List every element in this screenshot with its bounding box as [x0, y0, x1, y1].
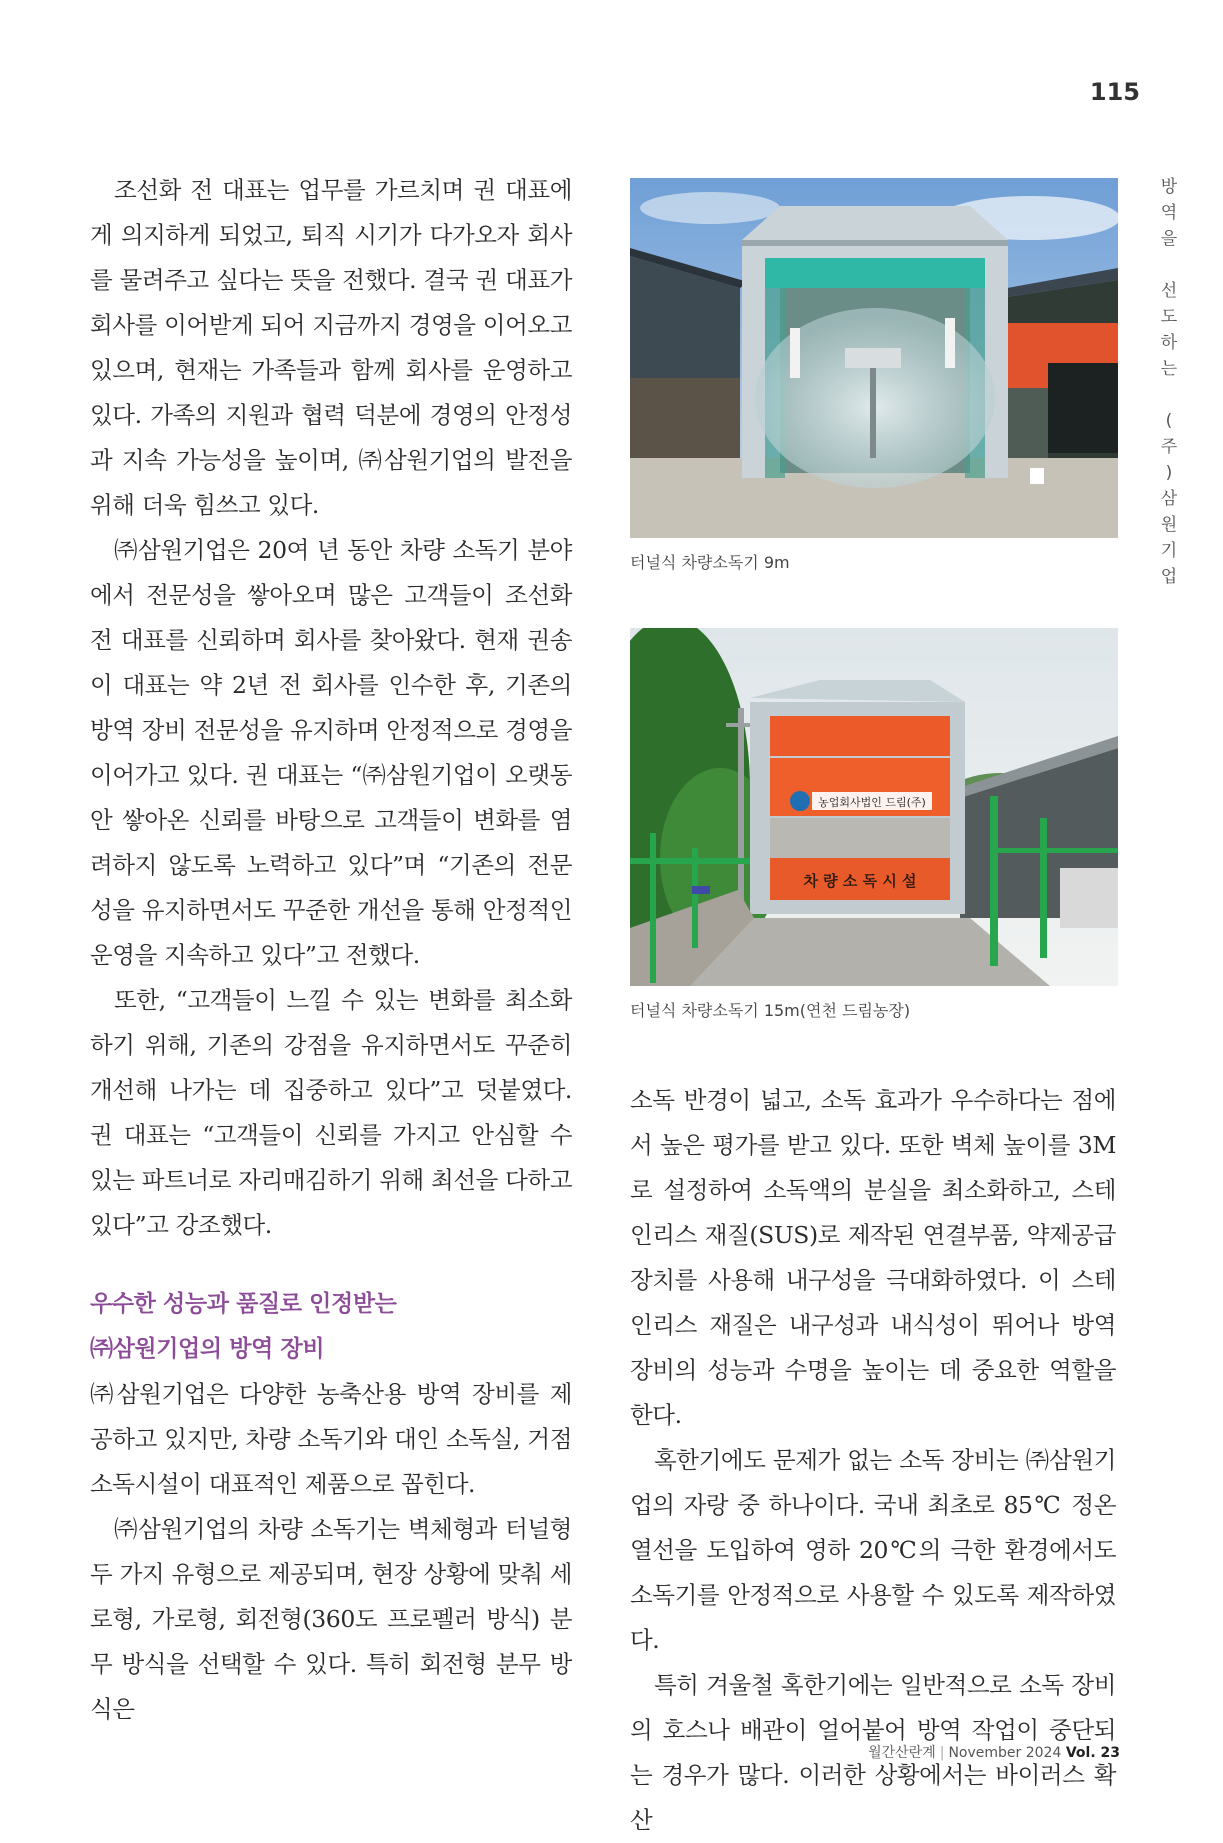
side-title-char: 을: [1160, 229, 1178, 249]
body-paragraph: ㈜삼원기업은 다양한 농축산용 방역 장비를 제공하고 있지만, 차량 소독기와 대인 소독실, 거점소독시설이 대표적인 제품으로 꼽힌다.: [90, 1380, 572, 1498]
photo-tunnel-disinfector-9m: [630, 178, 1118, 538]
side-title-char: 는: [1160, 359, 1178, 379]
side-title-char: 도: [1160, 307, 1178, 327]
footer-separator: |: [939, 1745, 945, 1761]
section-heading-line1: 우수한 성능과 품질로 인정받는: [90, 1291, 397, 1317]
side-title-char: (: [1165, 411, 1173, 431]
side-title-char: ): [1165, 463, 1173, 483]
body-paragraph: 혹한기에도 문제가 없는 소독 장비는 ㈜삼원기업의 자랑 중 하나이다. 국내 최초로 85℃ 정온 열선을 도입하여 영하 20℃의 극한 환경에서도 소독기를 안정적으로 사용할 수 있도록 제작하였다.: [630, 1446, 1116, 1654]
issue-date: November 2024: [948, 1745, 1062, 1761]
side-section-title: [1152, 176, 1186, 588]
body-paragraph: 조선화 전 대표는 업무를 가르치며 권 대표에게 의지하게 되었고, 퇴직 시기가 다가오자 회사를 물려주고 싶다는 뜻을 전했다. 결국 권 대표가 회사를 이어받게 되어 지금까지 경영을 이어오고 있으며, 현재는 가족들과 함께 회사를 운영하고 있다. 가족의 지원과 협력 덕분에 경영의 안정성과 지속 가능성을 높이며, ㈜삼원기업의 발전을 위해 더욱 힘쓰고 있다.: [90, 176, 572, 519]
section-heading-line2: ㈜삼원기업의 방역 장비: [90, 1336, 325, 1362]
page-footer: [780, 1742, 1120, 1762]
body-paragraph: 특히 겨울철 혹한기에는 일반적으로 소독 장비의 호스나 배관이 얼어붙어 방역 작업이 중단되는 경우가 많다. 이러한 상황에서는 바이러스 확산: [630, 1671, 1116, 1834]
magazine-name: 월간산란계: [868, 1745, 936, 1761]
side-title-char: 원: [1160, 515, 1178, 535]
photo-tunnel-disinfector-15m: [630, 628, 1118, 986]
side-title-char: 역: [1160, 203, 1178, 223]
disinfection-banner-text: 차 량 소 독 시 설: [803, 872, 917, 890]
side-title-char: 하: [1160, 333, 1178, 353]
right-column: [630, 1078, 1116, 1843]
left-column: [90, 168, 572, 1732]
page-number: 115: [1089, 78, 1140, 106]
farm-sign-text: 농업회사법인 드림(주): [818, 796, 926, 809]
body-paragraph: ㈜삼원기업의 차량 소독기는 벽체형과 터널형 두 가지 유형으로 제공되며, 현장 상황에 맞춰 세로형, 가로형, 회전형(360도 프로펠러 방식) 분무 방식을 선택할 수 있다. 특히 회전형 분무 방식은: [90, 1515, 572, 1723]
volume-number: Vol. 23: [1065, 1745, 1120, 1761]
side-title-char: 선: [1160, 281, 1178, 301]
side-title-char: 업: [1160, 567, 1178, 587]
section-heading: [90, 1282, 572, 1372]
body-paragraph: ㈜삼원기업은 20여 년 동안 차량 소독기 분야에서 전문성을 쌓아오며 많은 고객들이 조선화 전 대표를 신뢰하며 회사를 찾아왔다. 현재 권송이 대표는 약 2년 전 회사를 인수한 후, 기존의 방역 장비 전문성을 유지하며 안정적으로 경영을 이어가고 있다. 권 대표는 “㈜삼원기업이 오랫동안 쌓아온 신뢰를 바탕으로 고객들이 변화를 염려하지 않도록 노력하고 있다”며 “기존의 전문성을 유지하면서도 꾸준한 개선을 통해 안정적인 운영을 지속하고 있다”고 전했다.: [90, 536, 572, 969]
photo-caption: 터널식 차량소독기 15m(연천 드림농장): [630, 1001, 911, 1020]
side-title-char: 삼: [1160, 489, 1178, 509]
body-paragraph: 소독 반경이 넓고, 소독 효과가 우수하다는 점에서 높은 평가를 받고 있다. 또한 벽체 높이를 3M로 설정하여 소독액의 분실을 최소화하고, 스테인리스 재질(SUS)로 제작된 연결부품, 약제공급장치를 사용해 내구성을 극대화하였다. 이 스테인리스 재질은 내구성과 내식성이 뛰어나 방역 장비의 성능과 수명을 높이는 데 중요한 역할을 한다.: [630, 1086, 1116, 1429]
tunnel-disinfector-15m-illustration: [630, 628, 1118, 986]
side-title-char: 방: [1160, 177, 1178, 197]
tunnel-disinfector-9m-illustration: [630, 178, 1118, 538]
photo-caption: 터널식 차량소독기 9m: [630, 553, 790, 572]
side-title-char: 주: [1160, 437, 1178, 457]
body-paragraph: 또한, “고객들이 느낄 수 있는 변화를 최소화하기 위해, 기존의 강점을 유지하면서도 꾸준히 개선해 나가는 데 집중하고 있다”고 덧붙였다. 권 대표는 “고객들이 신뢰를 가지고 안심할 수 있는 파트너로 자리매김하기 위해 최선을 다하고 있다”고 강조했다.: [90, 986, 572, 1239]
side-title-char: 기: [1160, 541, 1178, 561]
